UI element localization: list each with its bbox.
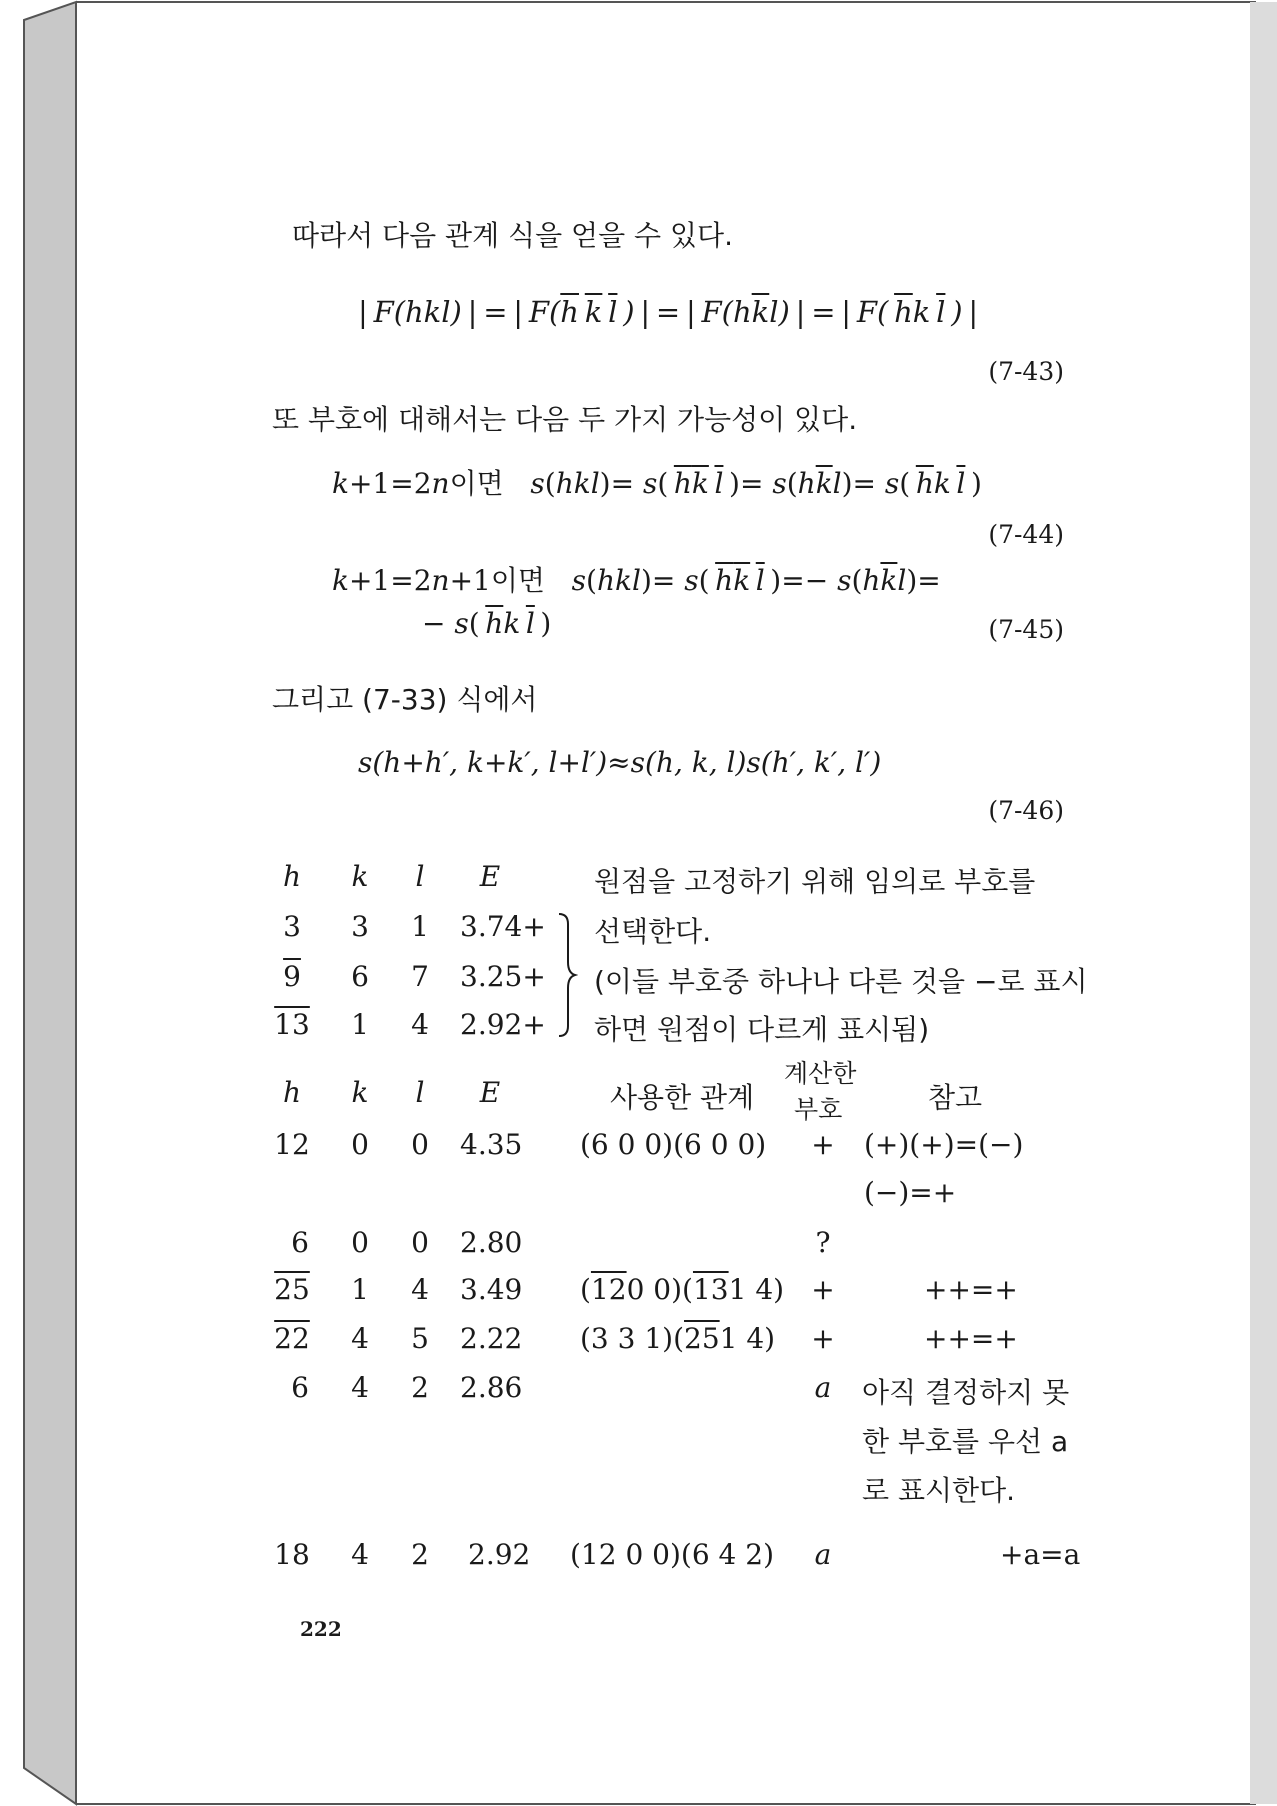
table2-cell-relation: (6 0 0)(6 0 0) [580, 1128, 767, 1161]
table2-cell-relation: (12 0 0)(6 4 2) [570, 1538, 774, 1571]
relation-index: 1 4) [728, 1273, 785, 1306]
table2-cell-sign: + [811, 1128, 835, 1161]
table1-note-line: (이들 부호중 하나나 다른 것을 −로 표시 [594, 965, 1088, 998]
equation-label-7-46: (7-46) [988, 796, 1064, 825]
table1-cell-E: 3.74+ [460, 910, 546, 943]
table2-cell-sign: a [814, 1371, 832, 1404]
table2-cell-l: 0 [411, 1226, 429, 1259]
table2-cell-E: 2.22 [460, 1322, 523, 1355]
table2-cell-sign: + [811, 1322, 835, 1355]
equation-label-7-45: (7-45) [988, 615, 1064, 644]
equation-7-45-line2: − s( $\overline{h}k$ $\overline{l}$ ) [422, 607, 552, 640]
table2-cell-h: 6 [291, 1226, 309, 1259]
table1-cell-k: 6 [351, 960, 369, 993]
table2-cell-E: 3.49 [460, 1273, 523, 1306]
table2-cell-k: 1 [351, 1273, 369, 1306]
table2-cell-l: 0 [411, 1128, 429, 1161]
table2-cell-k: 4 [351, 1538, 369, 1571]
equation-7-46: s(h+h′, k+k′, l+l′)≈s(h, k, l)s(h′, k′, l′) [358, 746, 882, 779]
table2-cell-sign: ? [815, 1226, 831, 1259]
table2-header-sign-top: 계산한 [784, 1059, 857, 1088]
table2-cell-k: 0 [351, 1128, 369, 1161]
table2-cell-note: 아직 결정하지 못 [862, 1376, 1070, 1409]
and-from-text: 그리고 (7-33) 식에서 [272, 683, 538, 716]
table2-cell-h: 12 [274, 1128, 310, 1161]
book-spine [24, 2, 76, 1804]
intro-text: 따라서 다음 관계 식을 얻을 수 있다. [292, 219, 733, 252]
table2-header-E: E [479, 1076, 501, 1109]
table2-cell-note: ++=+ [924, 1322, 1018, 1355]
table2-header-h: h [282, 1076, 302, 1109]
sign-intro-text: 또 부호에 대해서는 다음 두 가지 가능성이 있다. [272, 403, 858, 436]
equation-7-43: | F(hkl) | = | $F(\overline{h}$ $\overline{k}$ $\overline{l}$ ) | = | $F(h\overline{k}l)$ | = | F( $\overline{h}k$ $\overline{l}$ ) | [358, 295, 979, 329]
table2-cell-note: (−)=+ [864, 1176, 957, 1209]
table1-cell-l: 1 [411, 910, 429, 943]
table1-cell-k: 1 [351, 1008, 369, 1041]
table2-cell-h: 18 [274, 1538, 310, 1571]
table1-header-l: l [415, 860, 425, 893]
table1-cell-h: 9 [283, 960, 301, 993]
table2-cell-k: 4 [351, 1371, 369, 1404]
grouping-brace [556, 910, 578, 1040]
table2-cell-h: 25 [274, 1273, 310, 1306]
table2-cell-l: 2 [411, 1538, 429, 1571]
table2-cell-note: ++=+ [924, 1273, 1018, 1306]
page-right-shadow [1250, 2, 1277, 1804]
equation-label-7-44: (7-44) [988, 520, 1064, 549]
table1-cell-k: 3 [351, 910, 369, 943]
table2-cell-k: 4 [351, 1322, 369, 1355]
table1-header-h: h [282, 860, 302, 893]
relation-index: (3 3 1)( [580, 1322, 685, 1355]
table2-cell-E: 2.92 [468, 1538, 531, 1571]
table2-cell-l: 5 [411, 1322, 429, 1355]
table2-cell-h: 6 [291, 1371, 309, 1404]
table2-cell-k: 0 [351, 1226, 369, 1259]
table1-note-line: 하면 원점이 다르게 표시됨) [594, 1013, 930, 1046]
equation-label-7-43: (7-43) [988, 357, 1064, 386]
table1-cell-l: 4 [411, 1008, 429, 1041]
table1-cell-l: 7 [411, 960, 429, 993]
table2-cell-h: 22 [274, 1322, 310, 1355]
table2-cell-sign: + [811, 1273, 835, 1306]
table2-cell-sign: a [814, 1538, 832, 1571]
equation-7-45-line1: k+1=2n+1이면 s(hkl)= s( $\overline{h}\overline{k}$ $\overline{l}$ )=− $s(h\overline{k}l)=$ [332, 564, 941, 597]
table2-cell-E: 2.80 [460, 1226, 523, 1259]
table1-header-E: E [479, 860, 501, 893]
table2-cell-E: 4.35 [460, 1128, 523, 1161]
relation-index: 1 4) [719, 1322, 776, 1355]
table2-cell-l: 2 [411, 1371, 429, 1404]
table2-cell-note: (+)(+)=(−) [864, 1128, 1024, 1161]
table1-note-line: 원점을 고정하기 위해 임의로 부호를 [594, 865, 1036, 898]
table1-cell-h: 3 [283, 910, 301, 943]
page-number: 222 [300, 1617, 342, 1641]
relation-index: 12 [590, 1273, 627, 1306]
table2-header-relation: 사용한 관계 [610, 1081, 755, 1114]
relation-index: 0 0)( [626, 1273, 693, 1306]
table1-note-line: 선택한다. [594, 915, 712, 948]
table2-header-l: l [415, 1076, 425, 1109]
table2-header-sign-bottom: 부호 [794, 1095, 843, 1124]
relation-index: 25 [684, 1322, 720, 1355]
table2-cell-E: 2.86 [460, 1371, 523, 1404]
table2-cell-relation: (120 0)(131 4) [580, 1273, 785, 1306]
table2-header-k: k [351, 1076, 369, 1109]
table2-cell-l: 4 [411, 1273, 429, 1306]
table2-cell-relation [580, 1322, 775, 1355]
table1-header-k: k [351, 860, 369, 893]
table1-cell-h: 13 [274, 1008, 310, 1041]
equation-7-44: k+1=2n이면 s(hkl)= s( $\overline{h}\overline{k}$ $\overline{l}$ )= $s(h\overline{k}l)= s$( $\overline{h}k$ $\overline{l}$ ) [332, 467, 982, 500]
relation-index: 13 [692, 1273, 729, 1306]
table2-header-note: 참고 [928, 1081, 983, 1114]
table1-cell-E: 2.92+ [460, 1008, 546, 1041]
table2-cell-note: 로 표시한다. [862, 1474, 1016, 1507]
table2-cell-note: +a=a [1000, 1538, 1081, 1571]
table1-cell-E: 3.25+ [460, 960, 546, 993]
table2-cell-note: 한 부호를 우선 a [862, 1425, 1069, 1458]
